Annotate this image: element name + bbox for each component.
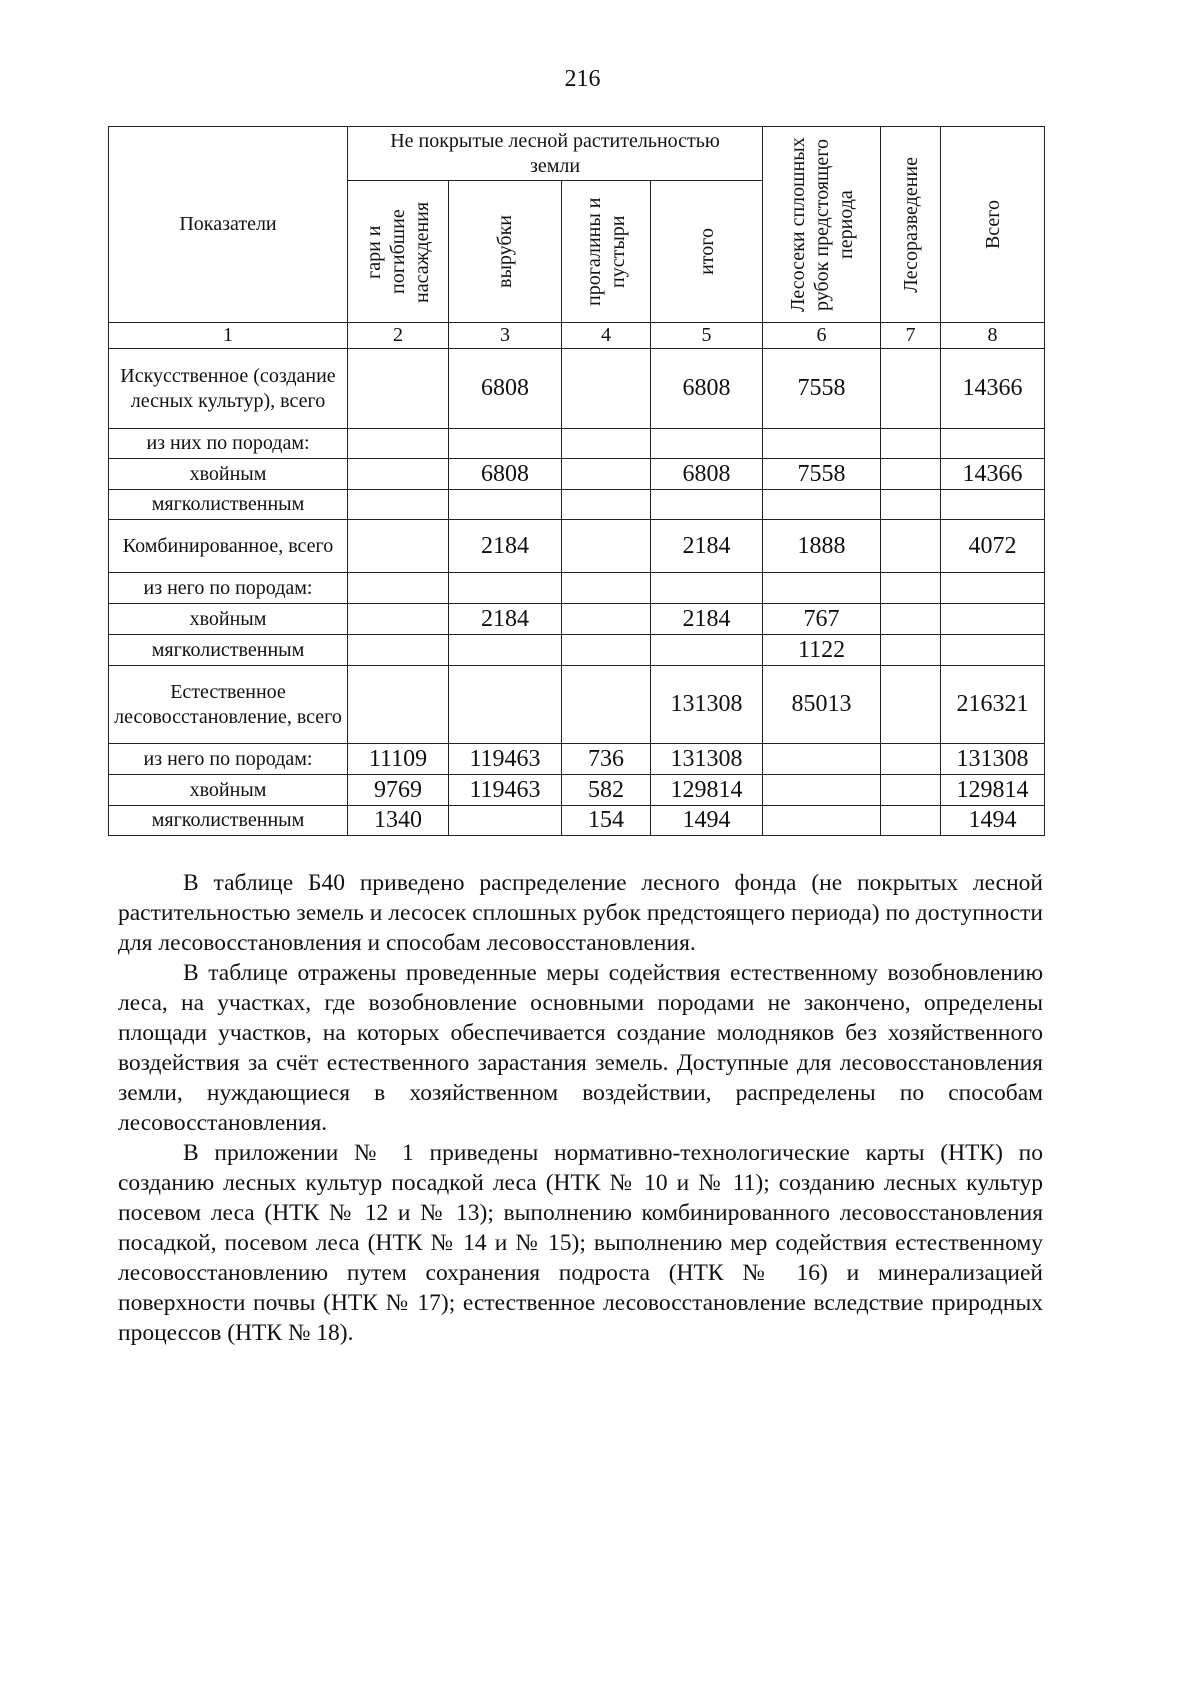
table-cell [562,459,651,490]
table-cell: 2184 [651,604,763,635]
table-cell [348,573,449,604]
table-cell: 131308 [651,666,763,744]
table-cell [881,573,941,604]
table-cell: 1888 [763,520,881,573]
header-sub-1: гари и погибшие насаждения [348,181,449,323]
table-cell [348,635,449,666]
column-number: 1 [109,323,348,349]
reforestation-table [108,126,1045,836]
table-cell [881,666,941,744]
table-cell: 1122 [763,635,881,666]
table-cell [562,490,651,520]
table-cell: 14366 [941,459,1045,490]
row-label: мягколиственным [109,635,348,666]
table-cell [763,429,881,459]
row-label: из него по породам: [109,744,348,775]
table-cell [562,349,651,429]
table-row [109,635,1045,666]
table-row [109,349,1045,429]
row-label: хвойным [109,459,348,490]
table-cell: 129814 [941,775,1045,806]
table-cell: 129814 [651,775,763,806]
table-row [109,520,1045,573]
table-cell [881,806,941,836]
table-row [109,604,1045,635]
table-cell [651,490,763,520]
table-cell [941,635,1045,666]
table-cell: 4072 [941,520,1045,573]
table-cell: 85013 [763,666,881,744]
header-sub-4: итого [651,181,763,323]
table-cell [562,573,651,604]
row-label: мягколиственным [109,490,348,520]
column-number: 5 [651,323,763,349]
row-label: Комбинированное, всего [109,520,348,573]
table-cell [449,573,562,604]
row-label: Естественное лесовосстановление, всего [109,666,348,744]
table-cell: 1494 [651,806,763,836]
table-row [109,459,1045,490]
table-cell: 7558 [763,459,881,490]
table-cell [941,573,1045,604]
table-cell [763,775,881,806]
table-cell [562,604,651,635]
table-cell: 7558 [763,349,881,429]
table-cell [348,666,449,744]
table-cell: 2184 [449,604,562,635]
table-cell [881,775,941,806]
table-cell [881,604,941,635]
column-number: 7 [881,323,941,349]
table-cell: 2184 [449,520,562,573]
table-cell: 1494 [941,806,1045,836]
table-cell [562,666,651,744]
table-cell [941,604,1045,635]
table-cell: 6808 [651,459,763,490]
table-cell: 6808 [651,349,763,429]
row-label: из них по породам: [109,429,348,459]
header-col6: Лесосеки сплошных рубок предстоящего периода [763,127,881,323]
table-cell [348,349,449,429]
row-label: хвойным [109,604,348,635]
table-cell [763,573,881,604]
header-sub-2: вырубки [449,181,562,323]
table-cell [348,429,449,459]
table-cell [651,635,763,666]
table-cell [881,349,941,429]
table-cell [881,429,941,459]
table-row [109,429,1045,459]
column-number: 6 [763,323,881,349]
table-cell [562,635,651,666]
table-cell [881,744,941,775]
body-text [118,868,1043,1348]
table-cell: 2184 [651,520,763,573]
table-cell: 582 [562,775,651,806]
table-row [109,806,1045,836]
table-cell: 119463 [449,744,562,775]
table-cell [449,806,562,836]
paragraph: В таблице Б40 приведено распределение лесного фонда (не покрытых лесной растительностью земель и лесосек сплошных рубок предстоящего периода) по доступности для лесовосстановления и способам лесовосстановления. [118,870,1043,956]
header-group: Не покрытые лесной растительностью земли [348,127,763,181]
table-cell: 1340 [348,806,449,836]
table-cell [763,744,881,775]
table-cell [348,520,449,573]
table-cell [348,490,449,520]
table-cell [449,490,562,520]
paragraph: В таблице отражены проведенные меры содействия естественному возобновлению леса, на участках, где возобновление основными породами не закончено, определены площади участков, на которых обеспечивается создание молодняков без хозяйственного воздействия за счёт естественного зарастания земель. Доступные для лесовосстановления земли, нуждающиеся в хозяйственном воздействии, распределены по способам лесовосстановления. [118,960,1043,1136]
table-cell: 11109 [348,744,449,775]
table-cell: 154 [562,806,651,836]
table-cell: 6808 [449,349,562,429]
table-cell [348,459,449,490]
table-cell [449,635,562,666]
column-number: 8 [941,323,1045,349]
header-col8: Всего [941,127,1045,323]
row-label: из него по породам: [109,573,348,604]
table-cell [562,520,651,573]
table-row [109,573,1045,604]
column-number: 3 [449,323,562,349]
table-cell [881,490,941,520]
table-cell: 767 [763,604,881,635]
table-cell [881,520,941,573]
table-cell: 119463 [449,775,562,806]
paragraph: В приложении № 1 приведены нормативно-технологические карты (НТК) по созданию лесных культур посадкой леса (НТК № 10 и № 11); созданию лесных культур посевом леса (НТК № 12 и № 13); выполнению комбинированного лесовосстановления посадкой, посевом леса (НТК № 14 и № 15); выполнению мер содействия естественному лесовосстановлению путем сохранения подроста (НТК № 16) и минерализацией поверхности почвы (НТК № 17); естественное лесовосстановление вследствие природных процессов (НТК № 18). [118,1140,1043,1346]
table-cell [941,429,1045,459]
table-cell: 216321 [941,666,1045,744]
row-label: мягколиственным [109,806,348,836]
table-cell [562,429,651,459]
table-cell: 9769 [348,775,449,806]
table-cell: 131308 [651,744,763,775]
table-cell: 6808 [449,459,562,490]
header-col7: Лесоразведение [881,127,941,323]
table-cell [348,604,449,635]
row-label: хвойным [109,775,348,806]
table-cell [449,429,562,459]
row-label: Искусственное (создание лесных культур), всего [109,349,348,429]
table-cell: 131308 [941,744,1045,775]
table-cell [763,806,881,836]
table-cell: 14366 [941,349,1045,429]
table-cell [651,429,763,459]
column-number: 2 [348,323,449,349]
page-number: 216 [564,66,601,92]
table-cell [651,573,763,604]
table-cell [941,490,1045,520]
header-indicators: Показатели [109,127,348,323]
table-cell [449,666,562,744]
table-row [109,666,1045,744]
column-number: 4 [562,323,651,349]
table-row [109,744,1045,775]
table-row [109,490,1045,520]
header-sub-3: прогалины и пустыри [562,181,651,323]
table-cell [763,490,881,520]
table-cell [881,459,941,490]
table-cell [881,635,941,666]
table-cell: 736 [562,744,651,775]
table-row [109,775,1045,806]
